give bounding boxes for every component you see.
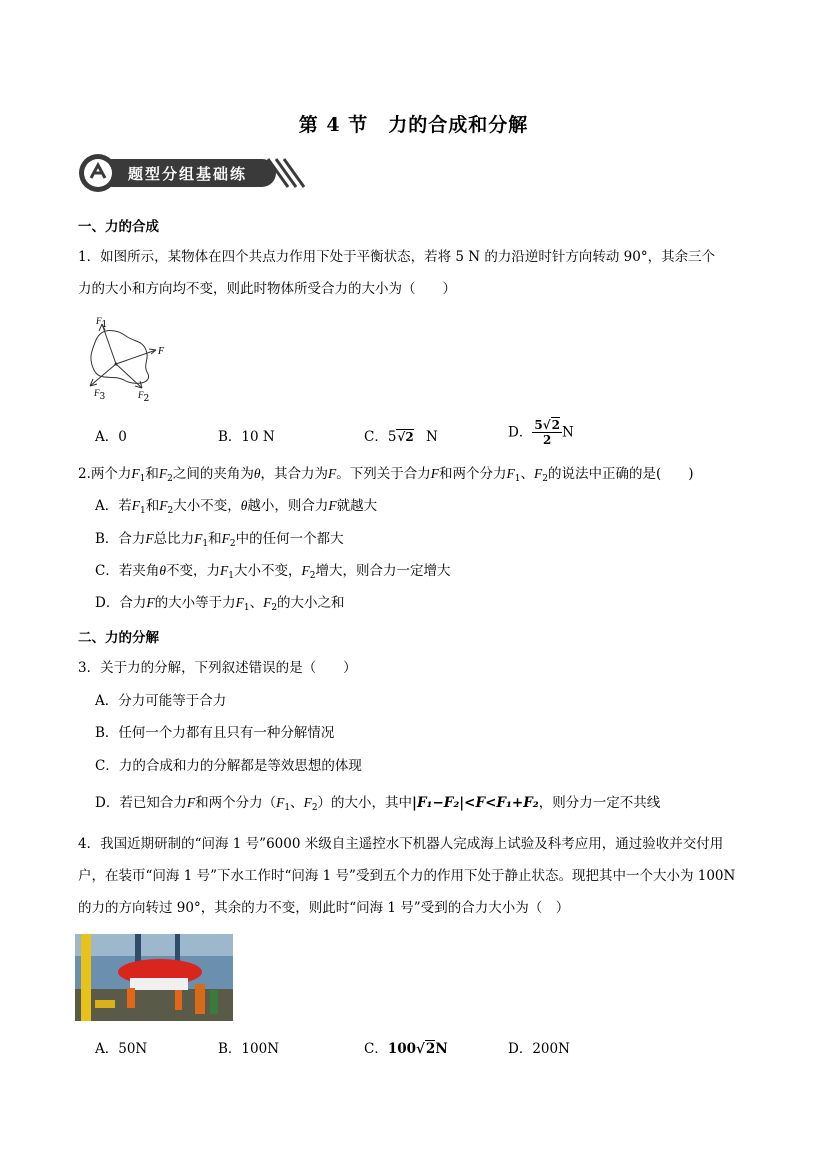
q1-option-d-prefix: D． <box>508 424 533 441</box>
label-f3: $F_3$ <box>94 388 106 402</box>
q1-option-c-prefix: C．5 <box>364 429 397 445</box>
section-banner <box>78 152 306 194</box>
q2-option-a[interactable]: A．若$F_1$和$F_2$大小不变，θ越小，则合力F就越大 <box>95 498 378 516</box>
q2-option-b[interactable]: B．合力F总比力$F_1$和$F_2$中的任何一个都大 <box>95 531 344 549</box>
q2-option-c[interactable]: C．若夹角θ不变，力$F_1$大小不变，$F_2$增大，则合力一定增大 <box>95 563 451 581</box>
q1-option-d[interactable] <box>508 418 574 447</box>
q4-stem-line2: 户，在装帀“问海 1 号”下水工作时“问海 1 号”受到五个力的作用下处于静止状态。现把其中一个大小为 100N <box>78 868 736 884</box>
q1-option-d-fraction: $\frac{5√2}{2}$ <box>534 418 560 447</box>
q3-option-b[interactable]: B．任何一个力都有且只有一种分解情况 <box>95 725 335 741</box>
q1-option-c[interactable]: C．5√2 N <box>364 429 438 445</box>
q1-option-c-radicand: 2 <box>405 430 414 444</box>
q3-option-a[interactable]: A．分力可能等于合力 <box>95 693 227 709</box>
robot-photo-graphic <box>75 934 233 1021</box>
q1-stem-line1: 1．如图所示，某物体在四个共点力作用下处于平衡状态，若将 5 N 的力沿逆时针方向转动 90°，其余三个 <box>78 249 716 265</box>
label-f2: $F_2$ <box>138 390 150 404</box>
q1-option-a[interactable]: A．0 <box>95 429 127 445</box>
q4-option-a[interactable]: A．50N <box>95 1041 148 1057</box>
section-heading-1: 一、力的合成 <box>78 219 159 235</box>
q2-stem: 2.两个力$F_1$和$F_2$之间的夹角为θ，其合力为F。下列关于合力F和两个分力$F_1$、$F_2$的说法中正确的是( ) <box>78 466 694 484</box>
label-f1: $F_1$ <box>96 316 108 330</box>
q1-stem-line2: 力的大小和方向均不变，则此时物体所受合力的大小为（ ） <box>78 281 456 297</box>
q1-option-d-unit: N <box>561 424 574 441</box>
q2-option-d[interactable]: D．合力F的大小等于力$F_1$、$F_2$的大小之和 <box>95 595 345 613</box>
section-heading-2: 二、力的分解 <box>78 630 159 646</box>
q1-option-b[interactable]: B．10 N <box>218 429 275 445</box>
q4-stem-line1: 4．我国近期研制的“问海 1 号”6000 米级自主遥控水下机器人完成海上试验及科考应用，通过验收并交付用 <box>78 836 724 852</box>
q3-option-c[interactable]: C．力的合成和力的分解都是等效思想的体现 <box>95 758 362 774</box>
q4-robot-photo <box>75 934 233 1021</box>
label-f: F <box>158 346 165 357</box>
page-title: 第 4 节 力的合成和分解 <box>298 114 529 136</box>
q4-stem-line3: 的力的方向转过 90°，其余的力不变，则此时“问海 1 号”受到的合力大小为（ ） <box>78 900 570 916</box>
q4-option-c[interactable]: C．100√2N <box>364 1041 448 1057</box>
q4-option-d[interactable]: D．200N <box>508 1041 570 1057</box>
force-diagram-svg <box>72 312 182 404</box>
q1-option-c-unit: N <box>425 429 438 445</box>
q4-option-b[interactable]: B．100N <box>218 1041 280 1057</box>
q3-inequality: |F₁−F₂|<F<F₁+F₂ <box>412 795 539 811</box>
q1-force-diagram <box>72 312 182 404</box>
banner-label: 题型分组基础练 <box>128 165 248 183</box>
q3-option-d[interactable]: D．若已知合力F和两个分力（$F_1$、$F_2$）的大小，其中|F₁−F₂|<F<F₁+F₂，则分力一定不共线 <box>95 795 661 813</box>
q3-stem: 3．关于力的分解，下列叙述错误的是（ ） <box>78 660 357 676</box>
